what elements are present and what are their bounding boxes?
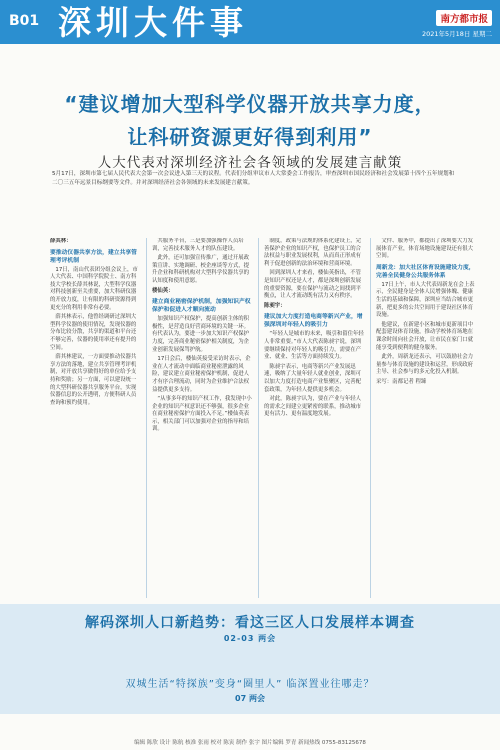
article-paragraph: 文件、服务中，都提出了深圳要大力发展体育产业，体育场地设施建设还有很大空间。 bbox=[376, 238, 474, 260]
headline-subtitle: 人大代表对深圳经济社会各领域的发展建言献策 bbox=[97, 155, 403, 171]
article-paragraph: 薛其林建议，一方面要推动仪器共享方法的落地，建立共享管理考评机制，对开放共享做得好的单位给予支持和奖励；另一方面，可以建设统一的大型科研仪器共享服务平台，实现仪器信息的公开透明，方便科研人员查询和预约使用。 bbox=[50, 354, 137, 406]
teaser-page-2: 07 两会 bbox=[235, 694, 265, 703]
article-paragraph: “从事多年的知识产权工作，我发现中小企业的知识产权意识还不够强，很多企业在商业秘密保护方面投入不足。”楼仙英表示，相关部门可以加强对企业的指导和培训。 bbox=[152, 396, 252, 433]
article-column-4 bbox=[376, 238, 476, 598]
brand bbox=[374, 7, 492, 37]
lead-paragraph: 5月17日，深圳市第七届人民代表大会第一次会议进入第三天的议程。代表们分组审议市人大常委会工作报告，审查深圳市国民经济和社会发展第十四个五年规划和二〇三五年远景目标纲要等文件。并对深圳经济社会各领域的未来发展建言献策。 bbox=[52, 171, 455, 186]
article-subtitle: 要推动仪器共享方法，建立共享管理考评机制 bbox=[50, 249, 137, 264]
article-column-3 bbox=[264, 238, 364, 598]
article-paragraph: 制度，政策与法规的体系化建设上，完善保护企业的知识产权，也保护员工的合法权益与职业发展权利，从而真正形成有利于促进创新的法治环境和营商环境。 bbox=[264, 238, 362, 267]
article-paragraph: 薛其林表示，他曾经调研过深圳大型科学仪器的使用情况，发现仪器的分布比较分散，共享的渠道和平台还不够完善，仪器的使用率还有提升的空间。 bbox=[50, 314, 137, 351]
teaser-headline-1[interactable]: 解码深圳人口新趋势：看这三区人口发展样本调查 bbox=[85, 615, 415, 631]
article-subtitle: 建立商业秘密保护机制，加强知识产权保护和促进人才顺向流动 bbox=[152, 299, 251, 314]
article-subtitle: 建议加大力度打造电商等新兴产业，增强深圳对年轻人的吸引力 bbox=[264, 314, 363, 329]
headline-line-1: “建议增加大型科学仪器开放共享力度， bbox=[64, 92, 436, 116]
masthead bbox=[0, 0, 500, 44]
article-paragraph: 17日，南山代表团分组会议上，市人大代表、中国科学院院士、南方科技大学校长薛其林说，大型科学仪器对科技创新至关重要，加大科研仪器的开放力度，让有限的科研资源得到更充分的利用非常有必要。 bbox=[50, 266, 138, 311]
article-paragraph: 17日上午，市人大代表周新龙在会上表示，全民健身是全体人民增强体魄、健康生活的基础和保障，深圳应当结合城市更新，把更多的公共空间用于建设社区体育设施。 bbox=[376, 281, 475, 319]
footer-credits: 编辑 陈欣 设计 陈航 核准 张雨 校对 陈寅 制作 张宇 图片编辑 罗青 新闻热线 0755-83125678 bbox=[134, 740, 366, 746]
article-byline: 薛其林： bbox=[50, 238, 72, 244]
article-credit: 采写：南都记者 程臻 bbox=[376, 378, 427, 385]
teaser-headline-2[interactable]: 双城生活“特探族”变身“圈里人” 临深置业往哪走？ bbox=[125, 679, 375, 690]
article-paragraph: 加强知识产权保护，提高创新主体的积极性，是营造良好营商环境的关键一环。有代表认为，要进一步加大知识产权保护力度，完善商业秘密保护相关制度，为企业创新发展保驾护航。 bbox=[152, 316, 250, 353]
page-number: B01 bbox=[9, 13, 40, 29]
article-column-1 bbox=[50, 238, 140, 598]
issue-date: 2021年5月18日 星期二 bbox=[421, 30, 492, 38]
section-title: 深圳大件事 bbox=[58, 3, 248, 42]
teaser-page-1: 02-03 两会 bbox=[223, 634, 277, 643]
column-divider bbox=[146, 238, 147, 598]
article-paragraph: 17日会后，楼仙英接受采访时表示，企业在人才流动中面临商业秘密泄露的风险，建议建立商业秘密保护机制，促进人才有序合理流动，同时为企业维护合法权益提供更多支持。 bbox=[152, 356, 251, 393]
article-paragraph: “年轻人是城市的未来，吸引和留住年轻人非常重要。”市人大代表陈昶宇说，深圳要继续保持对年轻人的吸引力，需要在产业、就业、生活等方面持续发力。 bbox=[264, 331, 364, 361]
article-paragraph: 共服务平台，三是要加强操作人员培训，完善技术服务人才的队伍建设。 bbox=[152, 238, 244, 252]
article-paragraph: 此外，周新龙还表示，可以鼓励社会力量参与体育设施的建设和运营，形成政府主导、社会参与的多元化投入机制。 bbox=[376, 354, 474, 376]
article-column-2 bbox=[152, 238, 252, 598]
article-subtitle: 周新龙：加大社区体育设施建设力度，完善全民健身公共服务体系 bbox=[376, 264, 475, 279]
article-paragraph: 对此，陈昶宇认为，要在产业与年轻人的需求之间建立更紧密的联系，推动城市更有活力、更有温度地发展。 bbox=[264, 396, 362, 418]
article-byline: 陈昶宇： bbox=[264, 302, 286, 309]
article-paragraph: 此外，还可加强宣传推广，通过开展政策宣讲、实地调研、校企座谈等方式，提升企业和科研机构对大型科学仪器共享的认知度和使用意愿。 bbox=[152, 255, 250, 284]
article-paragraph: 回到深圳人才来看，楼仙英指出，不管是知识产权还是人才，都是深圳创新发展的重要资源，要在保护与流动之间找到平衡点，让人才流动既有活力又有秩序。 bbox=[264, 270, 362, 300]
column-divider bbox=[370, 238, 371, 598]
article-paragraph: 他建议，在新建小区和城市更新项目中配套建设体育设施，推动学校体育场地在课余时间向社会开放，让市民在家门口就能享受到便利的健身服务。 bbox=[376, 321, 474, 351]
brand-logo: 南方都市报 bbox=[436, 10, 492, 26]
article-paragraph: 陈昶宇表示，电商等新兴产业发展迅速，吸纳了大量年轻人就业创业，深圳可以加大力度打造电商产业集聚区，完善配套政策，为年轻人提供更多机会。 bbox=[264, 363, 362, 393]
article-byline: 楼仙英： bbox=[152, 287, 174, 294]
column-divider bbox=[258, 238, 259, 598]
headline-line-2: 让科研资源更好得到利用” bbox=[127, 125, 373, 149]
